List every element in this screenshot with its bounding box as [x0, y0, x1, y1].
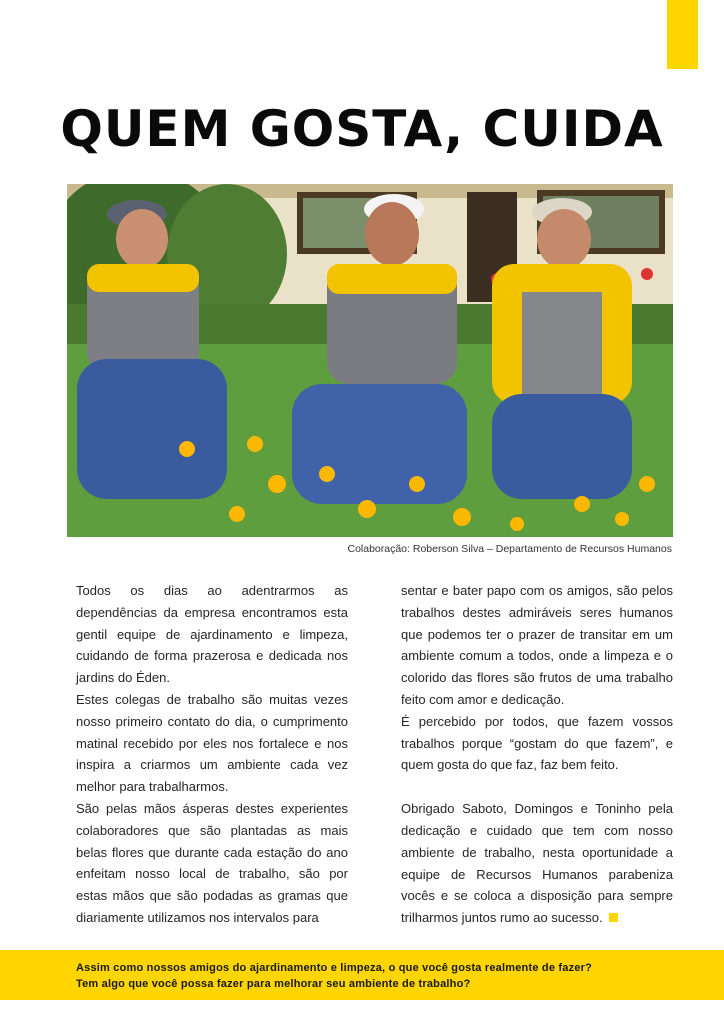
closing-text: Obrigado Saboto, Domingos e Toninho pela dedicação e cuidado que tem com nosso ambiente de trabalho, nesta oportunidade a equipe de Recursos Humanos parabeniza vocês e se coloca a disposição para sempre trilharmos juntos rumo ao sucesso. [401, 801, 673, 926]
page-title: QUEM GOSTA, CUIDA [60, 100, 664, 158]
paragraph: Estes colegas de trabalho são muitas vezes nosso primeiro contato do dia, o cumprimento matinal recebido por eles nos fortalece e nos inspira a criarmos um ambiente cada vez melhor para trabalharmos. [76, 691, 348, 795]
paragraph: Todos os dias ao adentrarmos as dependências da empresa encontramos esta gentil equipe de ajardinamento e limpeza, cuidando de forma prazerosa e dedicada nos jardins do Éden. [76, 583, 348, 686]
footer-question-2: Tem algo que você possa fazer para melhorar seu ambiente de trabalho? [76, 978, 471, 990]
team-photo [67, 184, 673, 537]
end-square-icon [609, 913, 618, 922]
footer-question-1: Assim como nossos amigos do ajardinamento e limpeza, o que você gosta realmente de fazer? [76, 962, 592, 974]
paragraph: São pelas mãos ásperas destes experientes colaboradores que são plantadas as mais belas flores que durante cada estação do ano enfeitam nosso local de trabalho, são por estas mãos que são podadas as gramas que diariamente utilizamos nos intervalos para [76, 800, 348, 925]
paragraph: sentar e bater papo com os amigos, são pelos trabalhos destes admiráveis seres humanos que podemos ter o prazer de transitar em um ambiente comum a todos, onde a limpeza e o colorido das flores são frutos de uma trabalho feito com amor e dedicação. [401, 583, 673, 707]
footer-question-band [0, 950, 724, 1000]
article-column-right [401, 580, 673, 929]
paragraph: É percebido por todos, que fazem vossos trabalhos porque “gostam do que fazem”, e quem gosta do que faz, faz bem feito. [401, 713, 673, 773]
corner-accent-bar [667, 0, 698, 69]
article-column-left [76, 580, 348, 929]
paragraph-closing [401, 798, 673, 929]
photo-caption: Colaboração: Roberson Silva – Departamento de Recursos Humanos [347, 543, 672, 555]
